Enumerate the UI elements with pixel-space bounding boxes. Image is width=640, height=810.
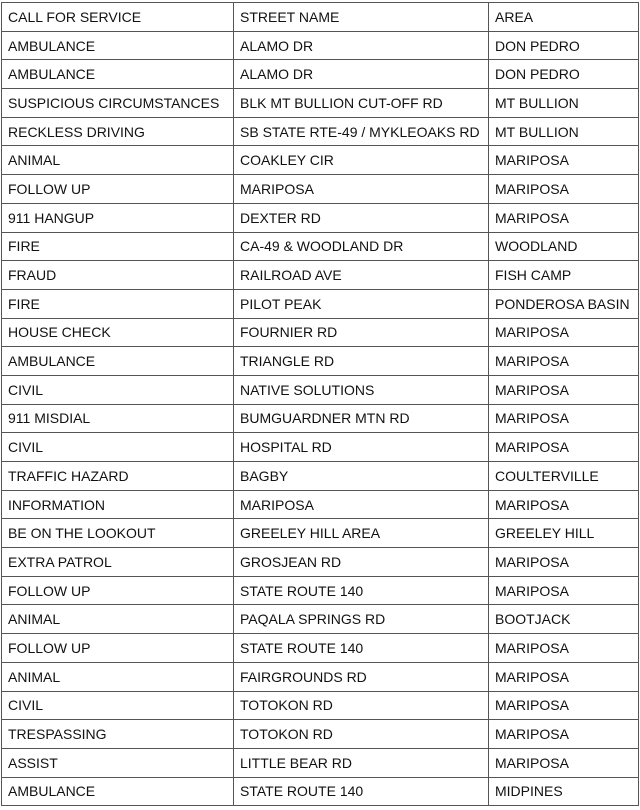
- call-type-cell: CIVIL: [2, 691, 234, 720]
- table-row: [2, 433, 639, 462]
- call-type-cell: ANIMAL: [2, 146, 234, 175]
- street-name-cell: TRIANGLE RD: [234, 347, 489, 376]
- street-name-cell: HOSPITAL RD: [234, 433, 489, 462]
- call-type-cell: AMBULANCE: [2, 60, 234, 89]
- table-row: [2, 548, 639, 577]
- area-cell: MARIPOSA: [489, 175, 639, 204]
- area-cell: MARIPOSA: [489, 748, 639, 777]
- call-type-cell: AMBULANCE: [2, 777, 234, 806]
- area-cell: COULTERVILLE: [489, 462, 639, 491]
- area-cell: MARIPOSA: [489, 146, 639, 175]
- call-type-cell: AMBULANCE: [2, 31, 234, 60]
- table-row: [2, 146, 639, 175]
- table-row: [2, 261, 639, 290]
- street-name-cell: MARIPOSA: [234, 490, 489, 519]
- street-name-cell: RAILROAD AVE: [234, 261, 489, 290]
- call-type-cell: RECKLESS DRIVING: [2, 117, 234, 146]
- call-type-cell: FOLLOW UP: [2, 634, 234, 663]
- street-name-cell: TOTOKON RD: [234, 691, 489, 720]
- call-type-cell: HOUSE CHECK: [2, 318, 234, 347]
- call-type-cell: EXTRA PATROL: [2, 548, 234, 577]
- header-area: AREA: [489, 3, 639, 32]
- table-row: [2, 662, 639, 691]
- street-name-cell: GREELEY HILL AREA: [234, 519, 489, 548]
- street-name-cell: CA-49 & WOODLAND DR: [234, 232, 489, 261]
- street-name-cell: ALAMO DR: [234, 31, 489, 60]
- street-name-cell: STATE ROUTE 140: [234, 777, 489, 806]
- call-type-cell: AMBULANCE: [2, 347, 234, 376]
- table-row: [2, 720, 639, 749]
- area-cell: MIDPINES: [489, 777, 639, 806]
- street-name-cell: DEXTER RD: [234, 203, 489, 232]
- table-row: [2, 175, 639, 204]
- call-log-body: [2, 3, 639, 806]
- area-cell: FISH CAMP: [489, 261, 639, 290]
- table-row: [2, 490, 639, 519]
- call-type-cell: 911 MISDIAL: [2, 404, 234, 433]
- call-type-cell: FOLLOW UP: [2, 576, 234, 605]
- call-type-cell: BE ON THE LOOKOUT: [2, 519, 234, 548]
- table-row: [2, 289, 639, 318]
- area-cell: MARIPOSA: [489, 203, 639, 232]
- street-name-cell: MARIPOSA: [234, 175, 489, 204]
- area-cell: MARIPOSA: [489, 634, 639, 663]
- call-type-cell: 911 HANGUP: [2, 203, 234, 232]
- header-street-name: STREET NAME: [234, 3, 489, 32]
- area-cell: MARIPOSA: [489, 433, 639, 462]
- area-cell: MARIPOSA: [489, 548, 639, 577]
- call-type-cell: TRAFFIC HAZARD: [2, 462, 234, 491]
- area-cell: MARIPOSA: [489, 662, 639, 691]
- area-cell: MARIPOSA: [489, 375, 639, 404]
- table-row: [2, 748, 639, 777]
- street-name-cell: COAKLEY CIR: [234, 146, 489, 175]
- street-name-cell: LITTLE BEAR RD: [234, 748, 489, 777]
- area-cell: GREELEY HILL: [489, 519, 639, 548]
- table-row: [2, 519, 639, 548]
- area-cell: DON PEDRO: [489, 31, 639, 60]
- street-name-cell: ALAMO DR: [234, 60, 489, 89]
- table-row: [2, 576, 639, 605]
- table-row: [2, 203, 639, 232]
- call-log-table: [1, 2, 639, 806]
- area-cell: MARIPOSA: [489, 576, 639, 605]
- call-type-cell: FOLLOW UP: [2, 175, 234, 204]
- table-row: [2, 404, 639, 433]
- area-cell: MT BULLION: [489, 117, 639, 146]
- area-cell: MARIPOSA: [489, 404, 639, 433]
- area-cell: WOODLAND: [489, 232, 639, 261]
- area-cell: MARIPOSA: [489, 490, 639, 519]
- table-row: [2, 347, 639, 376]
- table-row: [2, 117, 639, 146]
- area-cell: BOOTJACK: [489, 605, 639, 634]
- street-name-cell: GROSJEAN RD: [234, 548, 489, 577]
- table-row: [2, 232, 639, 261]
- call-type-cell: CIVIL: [2, 433, 234, 462]
- header-call-for-service: CALL FOR SERVICE: [2, 3, 234, 32]
- area-cell: MARIPOSA: [489, 318, 639, 347]
- street-name-cell: PAQALA SPRINGS RD: [234, 605, 489, 634]
- table-row: [2, 634, 639, 663]
- call-type-cell: CIVIL: [2, 375, 234, 404]
- table-row: [2, 375, 639, 404]
- street-name-cell: STATE ROUTE 140: [234, 634, 489, 663]
- call-type-cell: ANIMAL: [2, 662, 234, 691]
- call-type-cell: FIRE: [2, 232, 234, 261]
- header-row: [2, 3, 639, 32]
- call-type-cell: INFORMATION: [2, 490, 234, 519]
- call-type-cell: FIRE: [2, 289, 234, 318]
- street-name-cell: BUMGUARDNER MTN RD: [234, 404, 489, 433]
- area-cell: DON PEDRO: [489, 60, 639, 89]
- street-name-cell: BLK MT BULLION CUT-OFF RD: [234, 89, 489, 118]
- street-name-cell: PILOT PEAK: [234, 289, 489, 318]
- table-row: [2, 605, 639, 634]
- call-type-cell: ASSIST: [2, 748, 234, 777]
- street-name-cell: BAGBY: [234, 462, 489, 491]
- area-cell: MARIPOSA: [489, 691, 639, 720]
- street-name-cell: FAIRGROUNDS RD: [234, 662, 489, 691]
- table-row: [2, 31, 639, 60]
- table-row: [2, 691, 639, 720]
- table-row: [2, 60, 639, 89]
- call-type-cell: TRESPASSING: [2, 720, 234, 749]
- call-type-cell: FRAUD: [2, 261, 234, 290]
- table-row: [2, 318, 639, 347]
- table-row: [2, 777, 639, 806]
- street-name-cell: TOTOKON RD: [234, 720, 489, 749]
- street-name-cell: NATIVE SOLUTIONS: [234, 375, 489, 404]
- area-cell: MARIPOSA: [489, 347, 639, 376]
- table-row: [2, 462, 639, 491]
- table-row: [2, 89, 639, 118]
- street-name-cell: SB STATE RTE-49 / MYKLEOAKS RD: [234, 117, 489, 146]
- street-name-cell: STATE ROUTE 140: [234, 576, 489, 605]
- area-cell: MT BULLION: [489, 89, 639, 118]
- call-type-cell: ANIMAL: [2, 605, 234, 634]
- call-type-cell: SUSPICIOUS CIRCUMSTANCES: [2, 89, 234, 118]
- area-cell: MARIPOSA: [489, 720, 639, 749]
- street-name-cell: FOURNIER RD: [234, 318, 489, 347]
- area-cell: PONDEROSA BASIN: [489, 289, 639, 318]
